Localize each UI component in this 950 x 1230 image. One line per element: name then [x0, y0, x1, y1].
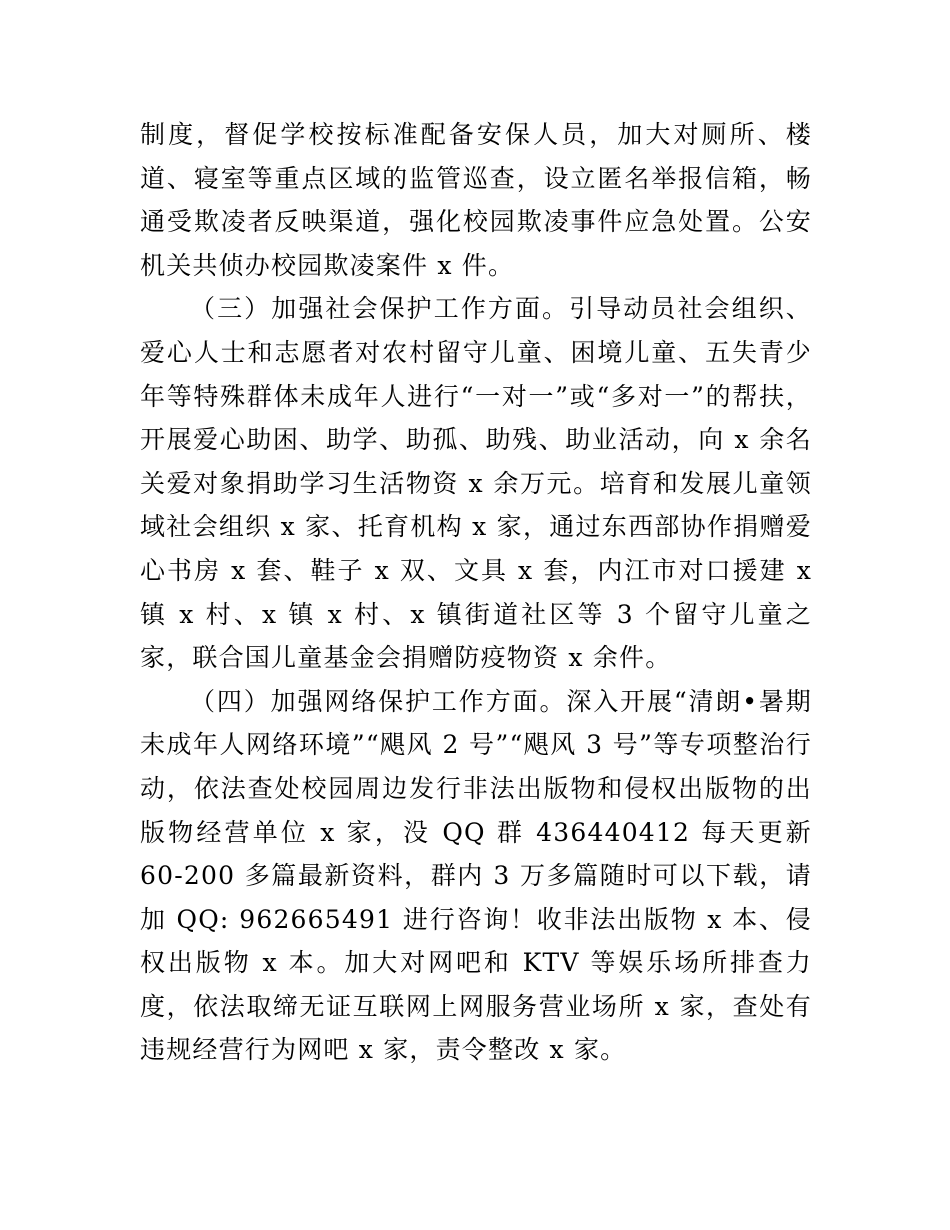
body-text: [140, 113, 812, 1072]
paragraph-network-protection: （四）加强网络保护工作方面。深入开展“清朗•暑期未成年人网络环境”“飓风 2 号”“飓风 3 号”等专项整治行动，依法查处校园周边发行非法出版物和侵权出版物的出版物经营单位 x 家，没 QQ 群 436440412 每天更新 60-200 多篇最新资料，群内 3 万多篇随时可以下载，请加 QQ: 962665491 进行咨询！收非法出版物 x 本、侵权出版物 x 本。加大对网吧和 KTV 等娱乐场所排查力度，依法取缔无证互联网上网服务营业场所 x 家，查处有违规经营行为网吧 x 家，责令整改 x 家。: [140, 686, 812, 1065]
paragraph-continuation: 制度，督促学校按标准配备安保人员，加大对厕所、楼道、寝室等重点区域的监管巡查，设立匿名举报信箱，畅通受欺凌者反映渠道，强化校园欺凌事件应急处置。公安机关共侦办校园欺凌案件 x 件。: [140, 120, 812, 280]
paragraph-social-protection: （三）加强社会保护工作方面。引导动员社会组织、爱心人士和志愿者对农村留守儿童、困境儿童、五失青少年等特殊群体未成年人进行“一对一”或“多对一”的帮扶，开展爱心助困、助学、助孤、助残、助业活动，向 x 余名关爱对象捐助学习生活物资 x 余万元。培育和发展儿童领域社会组织 x 家、托育机构 x 家，通过东西部协作捐赠爱心书房 x 套、鞋子 x 双、文具 x 套，内江市对口援建 x 镇 x 村、x 镇 x 村、x 镇街道社区等 3 个留守儿童之家，联合国儿童基金会捐赠防疫物资 x 余件。: [140, 294, 812, 673]
